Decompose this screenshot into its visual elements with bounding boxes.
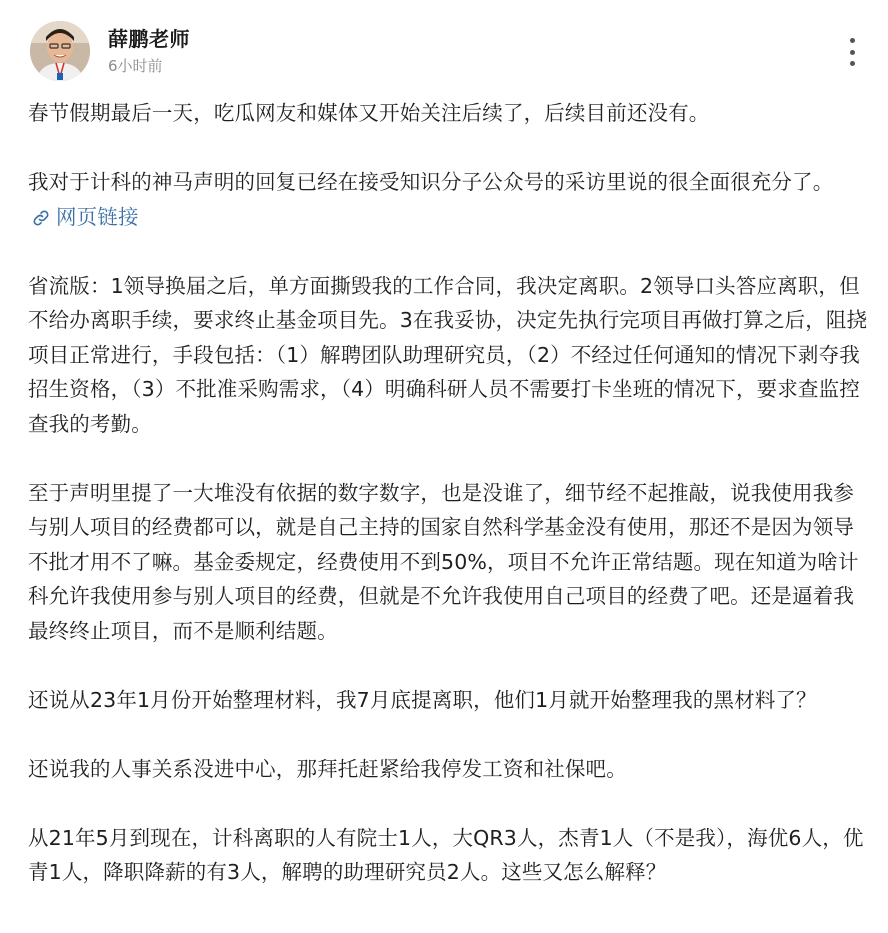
more-options-button[interactable]: [838, 34, 866, 70]
more-vertical-icon-dot: [850, 50, 855, 55]
post-paragraph-5: 还说从23年1月份开始整理材料，我7月底提离职，他们1月就开始整理我的黑材料了？: [28, 687, 817, 712]
post-timestamp: 6小时前: [108, 57, 163, 75]
web-link-label: 网页链接: [56, 204, 139, 229]
post-paragraph-4: 至于声明里提了一大堆没有依据的数字数字，也是没谁了，细节经不起推敲，说我使用我参与别人项目的经费都可以，就是自己主持的国家自然科学基金没有使用，那还不是因为领导不批才用不了嘛。基金委规定，经费使用不到50%，项目不允许正常结题。现在知道为啥计科允许我使用参与别人项目的经费，但就是不允许我使用自己项目的经费了吧。还是逼着我最终终止项目，而不是顺利结题。: [28, 480, 859, 643]
link-icon: [32, 209, 50, 227]
author-block: [108, 26, 190, 76]
post-body: [28, 96, 868, 924]
post-paragraph-3: 省流版：1领导换届之后，单方面撕毁我的工作合同，我决定离职。2领导口头答应离职，但不给办离职手续，要求终止基金项目先。3在我妥协，决定先执行完项目再做打算之后，阻挠项目正常进行，手段包括：（1）解聘团队助理研究员，（2）不经过任何通知的情况下剥夺我招生资格，（3）不批准采购需求，（4）明确科研人员不需要打卡坐班的情况下，要求查监控查我的考勤。: [28, 273, 868, 436]
avatar[interactable]: [30, 21, 90, 81]
post-header: [28, 0, 860, 98]
post-paragraph-2-text: 我对于计科的神马声明的回复已经在接受知识分子公众号的采访里说的很全面很充分了。: [28, 170, 834, 194]
post-paragraph-2: [28, 165, 868, 234]
more-vertical-icon: [850, 38, 855, 43]
web-link[interactable]: [28, 205, 139, 229]
avatar-image: [30, 21, 90, 81]
post-paragraph-7: 从21年5月到现在，计科离职的人有院士1人，大QR3人，杰青1人（不是我），海优6人，优青1人，降职降薪的有3人，解聘的助理研究员2人。这些又怎么解释？: [28, 825, 864, 884]
post-paragraph-1: 春节假期最后一天，吃瓜网友和媒体又开始关注后续了，后续目前还没有。: [28, 101, 710, 125]
author-name[interactable]: 薛鹏老师: [108, 27, 190, 51]
more-vertical-icon-dot: [850, 61, 855, 66]
post-paragraph-6: 还说我的人事关系没进中心，那拜托赶紧给我停发工资和社保吧。: [28, 756, 627, 781]
